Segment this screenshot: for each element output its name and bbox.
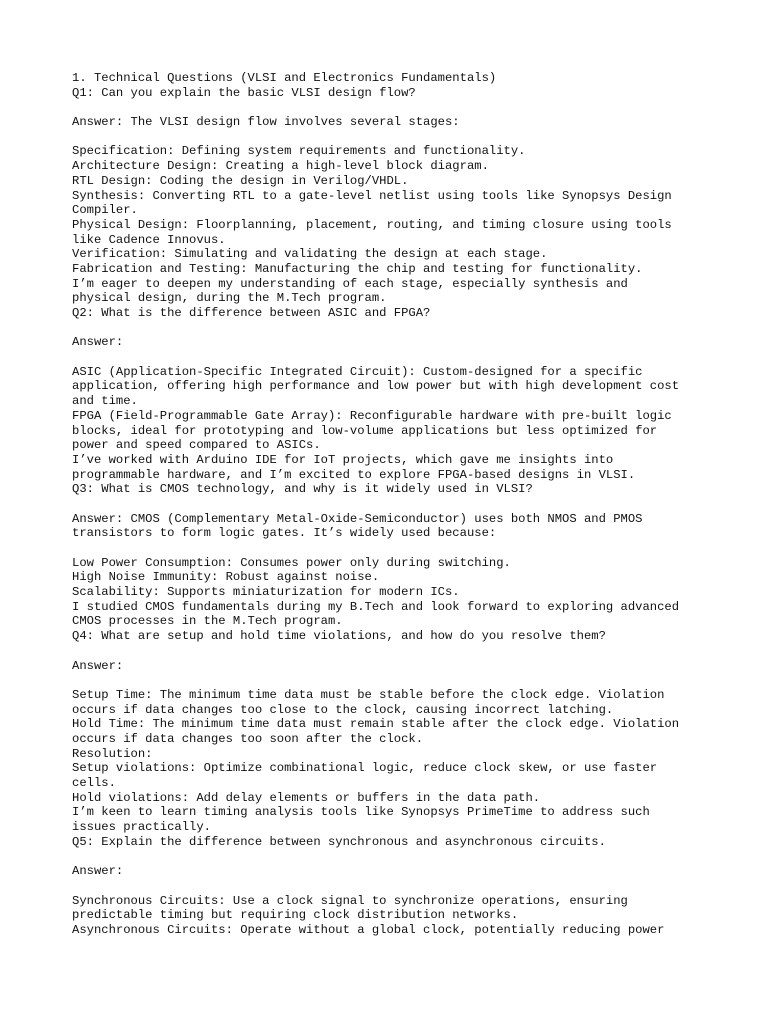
text-line: Synchronous Circuits: Use a clock signal to synchronize operations, ensuring [72,893,628,908]
text-line: I’ve worked with Arduino IDE for IoT projects, which gave me insights into [72,452,614,467]
text-line: Q4: What are setup and hold time violations, and how do you resolve them? [72,629,606,644]
text-line: Answer: The VLSI design flow involves several stages: [72,115,460,130]
text-line: Specification: Defining system requirements and functionality. [72,144,526,159]
text-line: like Cadence Innovus. [72,232,226,247]
text-line: Compiler. [72,203,138,218]
text-line: Physical Design: Floorplanning, placement, routing, and timing closure using tools [72,217,672,232]
text-line: power and speed compared to ASICs. [72,438,321,453]
text-line: blocks, ideal for prototyping and low-volume applications but less optimized for [72,423,658,438]
text-line: RTL Design: Coding the design in Verilog/VHDL. [72,173,409,188]
text-line: transistors to form logic gates. It’s widely used because: [72,526,497,541]
text-line: predictable timing but requiring clock distribution networks. [72,908,519,923]
text-line: I’m keen to learn timing analysis tools like Synopsys PrimeTime to address such [72,805,650,820]
blank-line [72,644,712,659]
blank-line [72,100,712,115]
text-line: programmable hardware, and I’m excited to explore FPGA-based designs in VLSI. [72,467,636,482]
text-line: I studied CMOS fundamentals during my B.Tech and look forward to exploring advanced [72,599,680,614]
blank-line [72,350,712,365]
text-line: Resolution: [72,746,153,761]
text-line: I’m eager to deepen my understanding of each stage, especially synthesis and [72,276,628,291]
text-line: Synthesis: Converting RTL to a gate-level netlist using tools like Synopsys Design [72,188,672,203]
text-line: application, offering high performance and low power but with high development cost [72,379,680,394]
text-line: High Noise Immunity: Robust against noise. [72,570,380,585]
text-line: Hold Time: The minimum time data must remain stable after the clock edge. Violation [72,717,680,732]
text-line: Q2: What is the difference between ASIC and FPGA? [72,306,431,320]
text-line: Answer: [72,335,124,350]
blank-line [72,849,712,864]
text-line: Setup violations: Optimize combinational logic, reduce clock skew, or use faster [72,761,658,776]
blank-line [72,497,712,512]
text-line: physical design, during the M.Tech program. [72,291,387,306]
text-line: Setup Time: The minimum time data must be stable before the clock edge. Violation [72,687,665,702]
text-line: Answer: [72,658,124,673]
text-line: Q5: Explain the difference between synchronous and asynchronous circuits. [72,834,606,849]
text-line: Fabrication and Testing: Manufacturing the chip and testing for functionality. [72,261,643,276]
text-line: FPGA (Field-Programmable Gate Array): Reconfigurable hardware with pre-built logic [72,408,672,423]
blank-line [72,321,712,336]
text-line: CMOS processes in the M.Tech program. [72,614,343,629]
blank-line [72,130,712,145]
text-line: Answer: CMOS (Complementary Metal-Oxide-Semiconductor) uses both NMOS and PMOS [72,511,643,526]
text-line: Low Power Consumption: Consumes power only during switching. [72,555,511,570]
text-line: Hold violations: Add delay elements or buffers in the data path. [72,790,541,805]
text-line: Q1: Can you explain the basic VLSI design flow? [72,85,416,100]
text-line: ASIC (Application-Specific Integrated Circuit): Custom-designed for a specific [72,364,643,379]
text-line: Scalability: Supports miniaturization for modern ICs. [72,585,460,600]
text-line: Q3: What is CMOS technology, and why is it widely used in VLSI? [72,482,533,497]
text-line: Answer: [72,864,124,879]
text-line: Verification: Simulating and validating the design at each stage. [72,247,548,262]
text-line: 1. Technical Questions (VLSI and Electronics Fundamentals) [72,71,497,85]
text-line: Architecture Design: Creating a high-level block diagram. [72,159,489,174]
blank-line [72,673,712,688]
text-line: issues practically. [72,820,211,835]
text-line: and time. [72,394,138,409]
blank-line [72,541,712,556]
text-line: Asynchronous Circuits: Operate without a global clock, potentially reducing power [72,922,665,937]
text-line: cells. [72,776,116,790]
blank-line [72,879,712,894]
text-line: occurs if data changes too close to the clock, causing incorrect latching. [72,702,614,717]
text-line: occurs if data changes too soon after the clock. [72,731,424,746]
document-page [72,71,712,938]
